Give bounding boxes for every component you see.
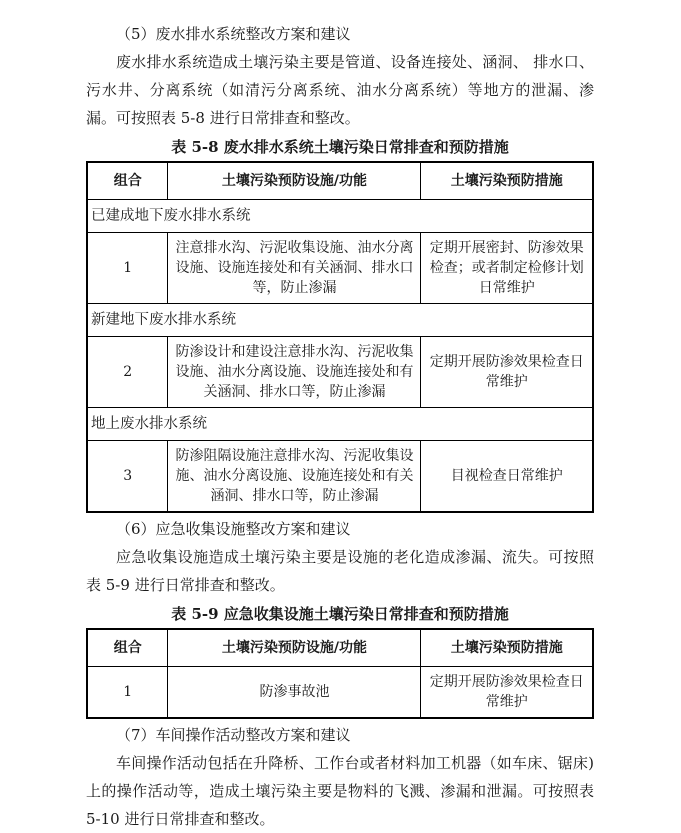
paragraph-7: 车间操作活动包括在升降桥、工作台或者材料加工机器（如车床、锯床)上的操作活动等，造成土壤污染主要是物料的飞溅、渗漏和泄漏。可按照表 5-10 进行日常排查和整改。 [86, 754, 594, 828]
cell-measure-3: 目视检查日常维护 [421, 441, 593, 513]
section-label-new-underground: 新建地下废水排水系统 [87, 304, 593, 337]
section-label-built-underground: 已建成地下废水排水系统 [87, 200, 593, 233]
cell-group-1: 1 [87, 667, 168, 719]
table-5-8-title: 表 5-8 废水排水系统土壤污染日常排查和预防措施 [171, 138, 509, 156]
cell-facility-1: 防渗事故池 [168, 667, 421, 719]
header-cell-facility: 土壤污染预防设施/功能 [168, 629, 421, 667]
header-cell-measure: 土壤污染预防措施 [421, 162, 593, 200]
table-header-row [87, 629, 593, 667]
cell-group-3: 3 [87, 441, 168, 513]
header-cell-facility: 土壤污染预防设施/功能 [168, 162, 421, 200]
table-5-9 [86, 628, 594, 719]
cell-facility-3: 防渗阻隔设施注意排水沟、污泥收集设施、油水分离设施、设施连接处和有关涵洞、排水口等，防止渗漏 [168, 441, 421, 513]
table-row [87, 233, 593, 304]
section-heading-5: （5）废水排水系统整改方案和建议 [116, 25, 351, 43]
table-header-row [87, 162, 593, 200]
table-row [87, 441, 593, 513]
table-5-9-title: 表 5-9 应急收集设施土壤污染日常排查和预防措施 [171, 605, 509, 623]
section-heading-6: （6）应急收集设施整改方案和建议 [116, 520, 351, 538]
paragraph-5: 废水排水系统造成土壤污染主要是管道、设备连接处、涵洞、 排水口、污水井、分离系统（如清污分离系统、油水分离系统）等地方的泄漏、渗漏。可按照表 5-8 进行日常排查和整改。 [86, 53, 594, 127]
cell-measure-1: 定期开展密封、防渗效果检查；或者制定检修计划日常维护 [421, 233, 593, 304]
cell-facility-1: 注意排水沟、污泥收集设施、油水分离设施、设施连接处和有关涵洞、排水口等，防止渗漏 [168, 233, 421, 304]
table-5-8 [86, 161, 594, 513]
cell-group-2: 2 [87, 337, 168, 408]
cell-measure-1: 定期开展防渗效果检查日常维护 [421, 667, 593, 719]
section-row [87, 304, 593, 337]
table-row [87, 337, 593, 408]
header-cell-group: 组合 [87, 162, 168, 200]
header-cell-measure: 土壤污染预防措施 [421, 629, 593, 667]
section-heading-7: （7）车间操作活动整改方案和建议 [116, 726, 351, 744]
table-row [87, 667, 593, 719]
section-label-aboveground: 地上废水排水系统 [87, 408, 593, 441]
header-cell-group: 组合 [87, 629, 168, 667]
cell-facility-2: 防渗设计和建设注意排水沟、污泥收集设施、油水分离设施、设施连接处和有关涵洞、排水口等，防止渗漏 [168, 337, 421, 408]
cell-group-1: 1 [87, 233, 168, 304]
paragraph-6: 应急收集设施造成土壤污染主要是设施的老化造成渗漏、流失。可按照表 5-9 进行日常排查和整改。 [86, 548, 594, 594]
section-row [87, 408, 593, 441]
section-row [87, 200, 593, 233]
cell-measure-2: 定期开展防渗效果检查日常维护 [421, 337, 593, 408]
